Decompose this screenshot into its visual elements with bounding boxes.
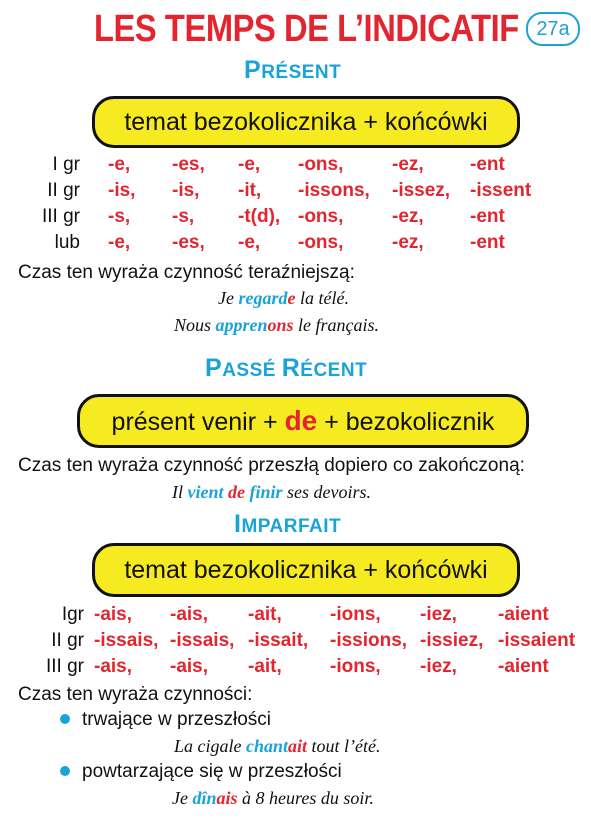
ending: -ais, bbox=[170, 656, 209, 677]
bullet-icon bbox=[60, 714, 70, 724]
group-label: III gr bbox=[45, 656, 84, 677]
imparfait-bullet-2: powtarzające się w przeszłości bbox=[82, 761, 342, 782]
endings-row bbox=[0, 630, 591, 656]
group-label: I gr bbox=[52, 154, 80, 175]
group-label: II gr bbox=[47, 180, 80, 201]
endings-row bbox=[0, 180, 591, 206]
endings-row bbox=[0, 232, 591, 258]
ending: -issions, bbox=[330, 630, 408, 651]
bullet-icon bbox=[60, 766, 70, 776]
ending: -ez, bbox=[392, 206, 424, 227]
ending: -ions, bbox=[330, 656, 381, 677]
ending: -issais, bbox=[170, 630, 235, 651]
ending: -it, bbox=[238, 180, 262, 201]
ending: -ez, bbox=[392, 154, 424, 175]
imparfait-bullet-1: trwające w przeszłości bbox=[82, 709, 271, 730]
imparfait-example-1: La cigale chantait tout l’été. bbox=[174, 736, 381, 756]
ending: -ait, bbox=[248, 604, 282, 625]
present-description: Czas ten wyraża czynność teraźniejszą: bbox=[18, 262, 355, 283]
imparfait-formula-box: temat bezokolicznika + końcówki bbox=[92, 543, 520, 597]
ending: -issais, bbox=[94, 630, 159, 651]
group-label: II gr bbox=[51, 630, 84, 651]
endings-row bbox=[0, 206, 591, 232]
ending: -ent bbox=[470, 154, 505, 175]
section-heading-passe-recent: PASSÉ RÉCENT bbox=[205, 354, 368, 382]
ending: -is, bbox=[108, 180, 136, 201]
ending: -es, bbox=[172, 154, 205, 175]
ending: -issent bbox=[470, 180, 532, 201]
section-heading-imparfait: IMPARFAIT bbox=[234, 510, 342, 538]
endings-row bbox=[0, 154, 591, 180]
imparfait-example-2: Je dînais à 8 heures du soir. bbox=[172, 788, 374, 808]
ending: -issaient bbox=[498, 630, 576, 651]
ending: -aient bbox=[498, 656, 549, 677]
present-example-1: Je regarde la télé. bbox=[218, 288, 349, 308]
ending: -ais, bbox=[170, 604, 209, 625]
ending: -ons, bbox=[298, 232, 344, 253]
group-label: III gr bbox=[41, 206, 80, 227]
page-number-badge: 27a bbox=[526, 12, 580, 46]
present-formula-box: temat bezokolicznika + końcówki bbox=[92, 96, 520, 148]
ending: -s, bbox=[172, 206, 195, 227]
ending: -ions, bbox=[330, 604, 381, 625]
ending: -ais, bbox=[94, 656, 133, 677]
ending: -iez, bbox=[420, 604, 457, 625]
ending: -t(d), bbox=[238, 206, 281, 227]
group-label: Igr bbox=[61, 604, 84, 625]
endings-row bbox=[0, 656, 591, 682]
ending: -ent bbox=[470, 232, 505, 253]
ending: -e, bbox=[238, 154, 261, 175]
ending: -ons, bbox=[298, 154, 344, 175]
ending: -ons, bbox=[298, 206, 344, 227]
ending: -aient bbox=[498, 604, 549, 625]
ending: -e, bbox=[238, 232, 261, 253]
ending: -ais, bbox=[94, 604, 133, 625]
passe-recent-formula-box: présent venir + de + bezokolicznik bbox=[77, 394, 529, 448]
ending: -e, bbox=[108, 154, 131, 175]
ending: -issez, bbox=[392, 180, 451, 201]
ending: -issait, bbox=[248, 630, 309, 651]
page-title: LES TEMPS DE L’INDICATIF bbox=[94, 8, 519, 50]
passe-recent-example: Il vient de finir ses devoirs. bbox=[172, 482, 372, 502]
present-example-2: Nous apprenons le français. bbox=[174, 315, 380, 335]
ending: -ez, bbox=[392, 232, 424, 253]
group-label: lub bbox=[54, 232, 80, 253]
ending: -issons, bbox=[298, 180, 370, 201]
ending: -issiez, bbox=[420, 630, 484, 651]
ending: -es, bbox=[172, 232, 205, 253]
ending: -e, bbox=[108, 232, 131, 253]
ending: -s, bbox=[108, 206, 131, 227]
ending: -ent bbox=[470, 206, 505, 227]
imparfait-description: Czas ten wyraża czynności: bbox=[18, 684, 253, 705]
section-heading-present: PRÉSENT bbox=[244, 56, 342, 84]
passe-recent-description: Czas ten wyraża czynność przeszłą dopiero co zakończoną: bbox=[18, 455, 525, 476]
ending: -iez, bbox=[420, 656, 457, 677]
ending: -is, bbox=[172, 180, 200, 201]
endings-row bbox=[0, 604, 591, 630]
ending: -ait, bbox=[248, 656, 282, 677]
